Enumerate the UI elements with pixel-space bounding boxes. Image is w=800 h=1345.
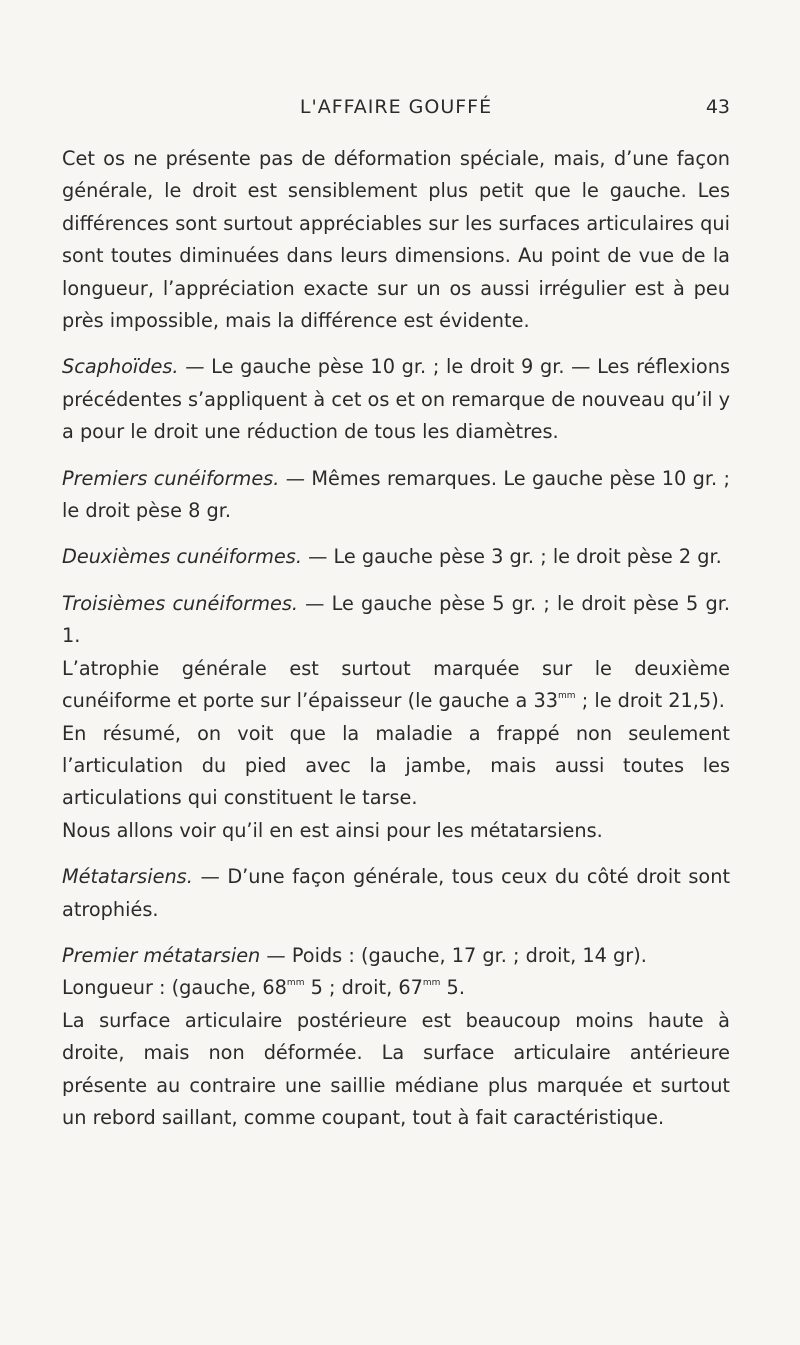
paragraph-body: — Le gauche pèse 3 gr. ; le droit pèse 2 gr. — [301, 545, 722, 569]
longueur-text: Longueur : (gauche, 68 — [62, 976, 287, 1000]
paragraph-surface: La surface articulaire postérieure est beaucoup moins haute à droite, mais non déformée. La surface articulaire antérieure présente au contraire une saillie médiane plus marquée et surtout un rebord saillant, comme coupant, tout à fait caractéristique. — [62, 1008, 730, 1129]
paragraph-deuxiemes-cuneiformes — [62, 541, 730, 573]
paragraph-atrophie — [62, 653, 730, 718]
paragraph-metatarsiens-intro: Nous allons voir qu’il en est ainsi pour les métatarsiens. — [62, 818, 603, 842]
paragraph-body: Cet os ne présente pas de déformation spéciale, mais, d’une façon générale, le droit est sensiblement plus petit que le gauche. Les différences sont surtout appréciables sur les surfaces articulaires qui sont toutes diminuées dans leurs dimensions. Au point de vue de la longueur, l’appréciation exacte sur un os aussi irrégulier est à peu près impossible, mais la différence est évidente. — [62, 147, 730, 333]
unit-mm: mm — [558, 691, 576, 702]
atrophie-text: L’atrophie générale est surtout marquée sur le deuxième cunéiforme et porte sur l’épaisseur (le gauche a 33 — [62, 656, 730, 713]
paragraph-metatarsiens — [62, 861, 730, 926]
paragraph-scaphoides — [62, 351, 730, 448]
running-title: L'AFFAIRE GOUFFÉ — [299, 96, 493, 118]
atrophie-text-end: ; le droit 21,5). — [575, 689, 725, 713]
section-lead: Premier métatarsien — [62, 943, 261, 967]
paragraph-body: — D’une façon générale, tous ceux du côté droit sont atrophiés. — [62, 865, 730, 921]
section-lead: Métatarsiens. — [62, 865, 193, 889]
longueur-text: 5 ; droit, 67 — [304, 976, 423, 1000]
section-lead: Scaphoïdes. — [62, 355, 179, 379]
unit-mm: mm — [286, 978, 305, 989]
paragraph-premiers-cuneiformes — [62, 463, 730, 528]
page-number: 43 — [705, 96, 730, 118]
poids-text: — Poids : (gauche, 17 gr. ; droit, 14 gr). — [260, 943, 647, 967]
paragraph-astragale — [62, 143, 730, 337]
paragraph-body: — Mêmes remarques. Le gauche pèse 10 gr. ; le droit pèse 8 gr. — [62, 466, 730, 523]
page-body — [62, 143, 730, 1134]
paragraph-body: — Le gauche pèse 10 gr. ; le droit 9 gr. — Les réflexions précédentes s’appliquent à cet os et on remarque de nouveau qu’il y a pour le droit une réduction de tous les diamètres. — [62, 355, 730, 444]
section-lead: Deuxièmes cunéiformes. — [62, 545, 302, 569]
paragraph-resume: En résumé, on voit que la maladie a frappé non seulement l’articulation du pied avec la jambe, mais aussi toutes les articulations qui constituent le tarse. — [62, 721, 730, 810]
section-lead: Troisièmes cunéiformes. — [62, 591, 299, 615]
section-lead: Premiers cunéiformes. — [62, 466, 280, 490]
page-header — [62, 96, 730, 126]
paragraph-troisiemes-cuneiformes — [62, 588, 730, 653]
paragraph-body: — Le gauche pèse 5 gr. ; le droit pèse 5 gr. 1. — [62, 591, 730, 648]
unit-mm: mm — [422, 978, 441, 989]
paragraph-premier-metatarsien — [62, 940, 730, 1005]
longueur-text: 5. — [440, 976, 465, 1000]
